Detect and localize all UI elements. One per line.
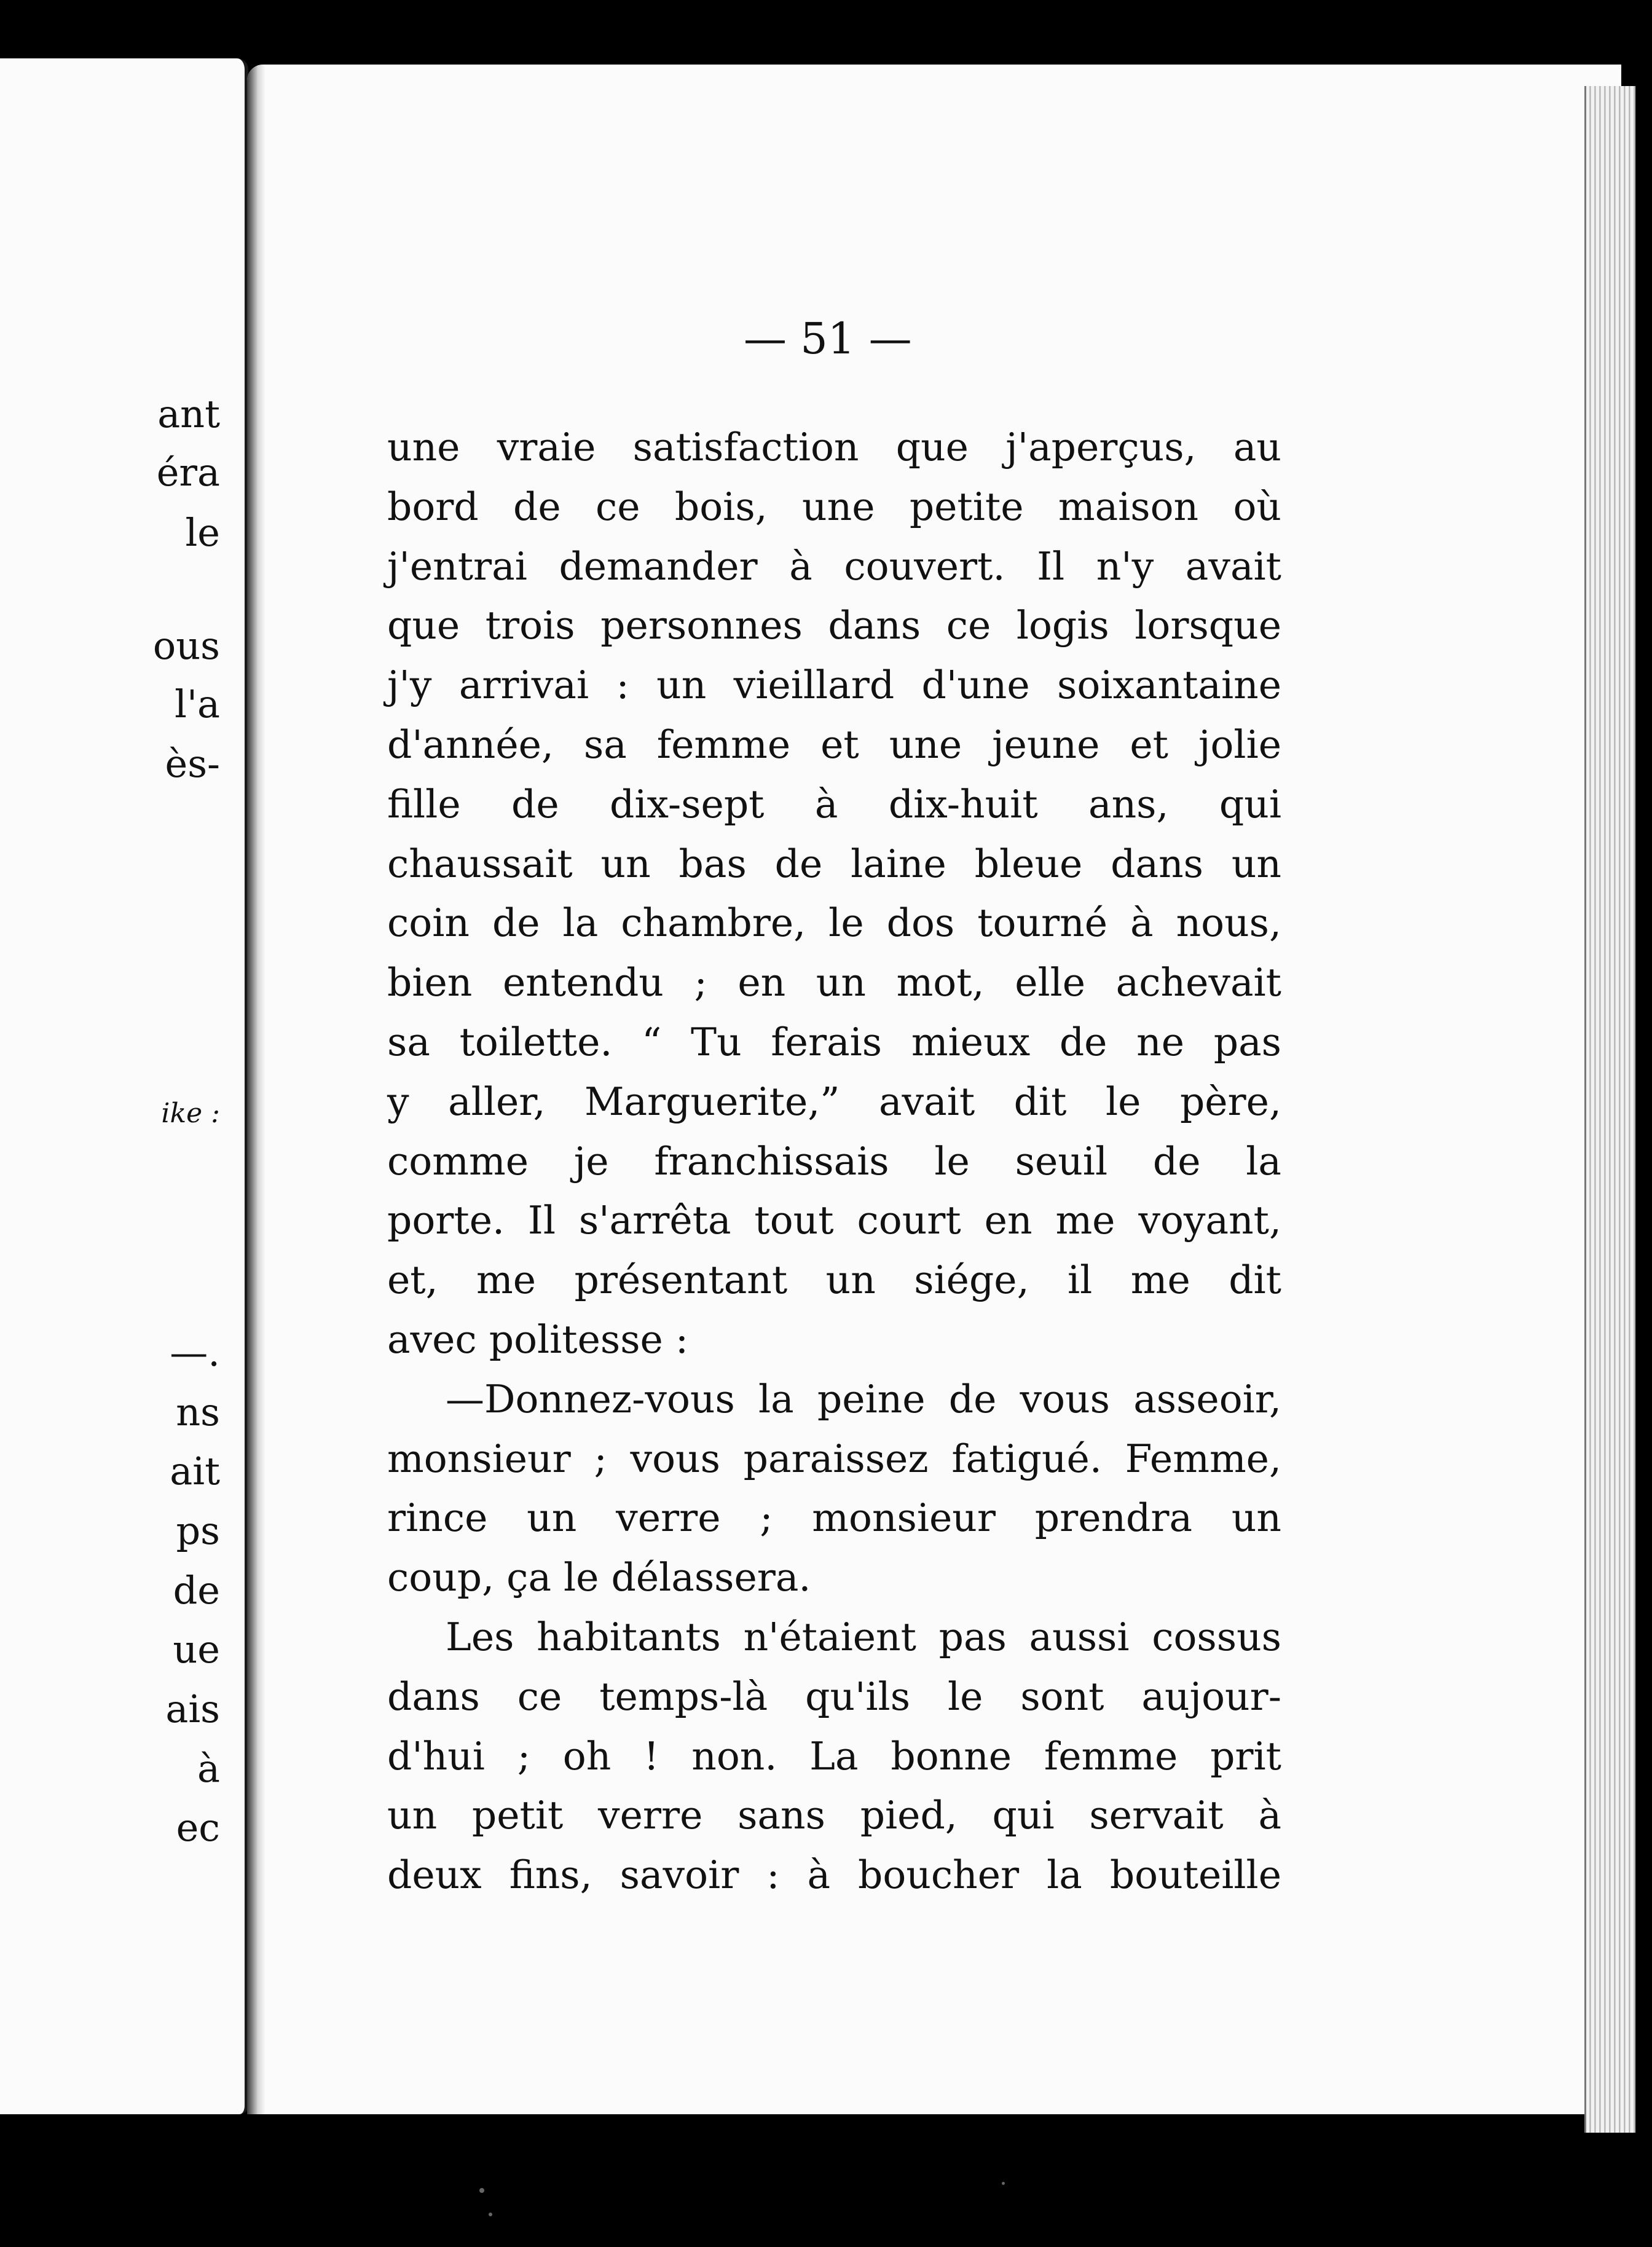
left-fragment: ike : (161, 1098, 220, 1129)
left-fragment: ps (176, 1508, 220, 1553)
text-line: rince un verre ; monsieur prendra un (387, 1495, 1281, 1541)
dust-speck (489, 2213, 492, 2216)
left-fragment: ous (152, 623, 220, 668)
text-line: j'y arrivai : un vieillard d'une soixantaine (387, 663, 1281, 708)
left-fragment: le (185, 510, 220, 555)
text-line: y aller, Marguerite,” avait dit le père, (387, 1079, 1281, 1124)
text-line: d'année, sa femme et une jeune et jolie (387, 722, 1281, 767)
text-line: une vraie satisfaction que j'aperçus, au (387, 425, 1281, 470)
left-fragment: ue (173, 1627, 220, 1672)
text-line: j'entrai demander à couvert. Il n'y avait (387, 543, 1281, 589)
text-line: bord de ce bois, une petite maison où (387, 484, 1281, 529)
text-line: dans ce temps-là qu'ils le sont aujour- (387, 1674, 1281, 1719)
page-edges (1584, 86, 1635, 2133)
left-fragment: ant (157, 392, 220, 436)
text-line: comme je franchissais le seuil de la (387, 1138, 1281, 1184)
left-fragment: ais (165, 1686, 220, 1731)
body-text (387, 418, 1281, 1905)
text-line: sa toilette. “ Tu ferais mieux de ne pas (387, 1019, 1281, 1064)
dust-speck (479, 2188, 484, 2193)
text-line: coup, ça le délassera. (387, 1555, 811, 1600)
text-line: chaussait un bas de laine bleue dans un (387, 841, 1281, 886)
dust-speck (1002, 2182, 1005, 2185)
left-fragment: —. (170, 1330, 220, 1375)
left-fragment: éra (156, 450, 220, 495)
text-line: avec politesse : (387, 1316, 689, 1362)
text-line: porte. Il s'arrêta tout court en me voyant, (387, 1198, 1281, 1243)
text-line: deux fins, savoir : à boucher la bouteille (387, 1852, 1281, 1898)
left-fragment: ès- (165, 741, 220, 786)
text-line: monsieur ; vous paraissez fatigué. Femme, (387, 1436, 1281, 1481)
text-line: que trois personnes dans ce logis lorsque (387, 603, 1281, 648)
left-fragment: ns (176, 1390, 220, 1434)
left-fragment: ait (170, 1449, 220, 1493)
text-line: fille de dix-sept à dix-huit ans, qui (387, 781, 1281, 827)
left-fragment: ec (176, 1805, 220, 1850)
text-line: coin de la chambre, le dos tourné à nous, (387, 900, 1281, 946)
text-line: un petit verre sans pied, qui servait à (387, 1793, 1281, 1838)
left-fragment: de (173, 1568, 220, 1613)
text-line: et, me présentant un siége, il me dit (387, 1257, 1281, 1303)
left-page (0, 58, 248, 2114)
text-line: —Donnez-vous la peine de vous asseoir, (446, 1376, 1281, 1422)
page-number: — 51 — (744, 313, 912, 364)
text-line: d'hui ; oh ! non. La bonne femme prit (387, 1733, 1281, 1779)
left-fragment: à (197, 1746, 220, 1791)
text-line: Les habitants n'étaient pas aussi cossus (446, 1614, 1281, 1659)
text-line: bien entendu ; en un mot, elle achevait (387, 960, 1281, 1005)
left-fragment: l'a (175, 682, 220, 726)
